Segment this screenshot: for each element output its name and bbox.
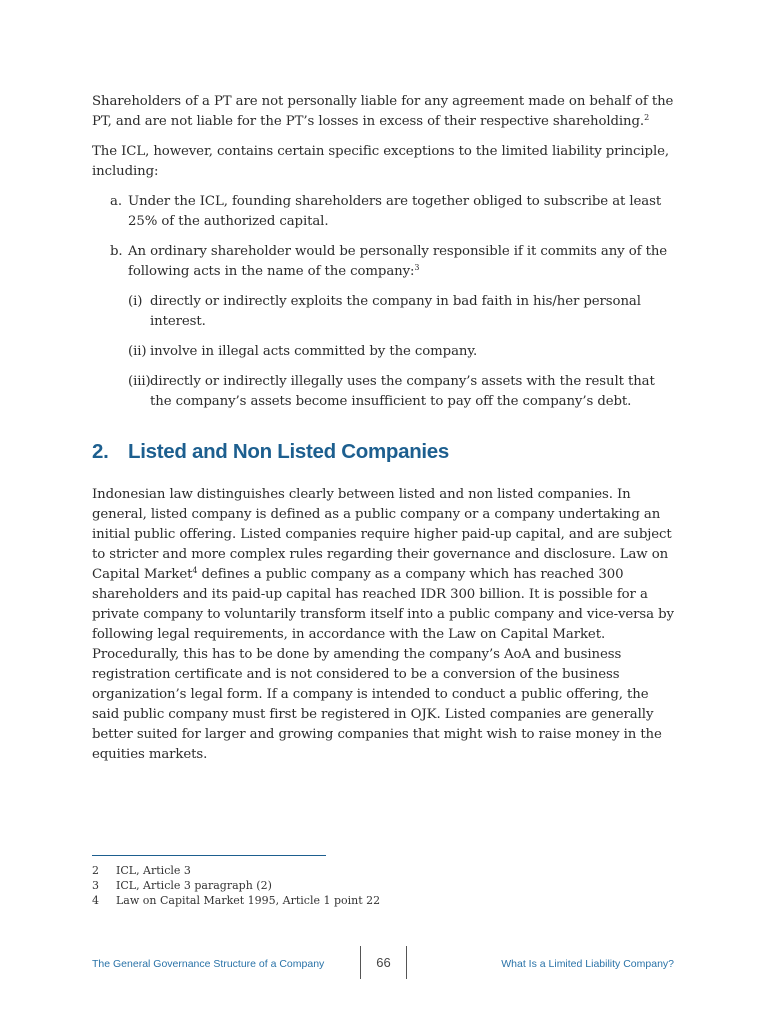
page-number-box xyxy=(360,946,407,979)
list-item xyxy=(92,192,676,232)
footnote xyxy=(92,893,380,908)
intro-text-1: Shareholders of a PT are not personally liable for any agreement made on behalf of the PT, and are not liable for the PT’s losses in excess of their respective shareholding. xyxy=(92,94,674,129)
footnote-divider xyxy=(92,855,326,856)
section-body-text-a: Indonesian law distinguishes clearly between listed and non listed companies. In general, listed company is defined as a public company or a company undertaking an initial public offering. Listed companies require higher paid-up capital, and are subject to stricter and more complex rules regarding their governance and disclosure. Law on Capital Market xyxy=(92,487,672,582)
list-item-text: Under the ICL, founding shareholders are together obliged to subscribe at least 25% of the authorized capital. xyxy=(128,194,662,229)
section-body xyxy=(92,485,676,765)
list-item-text: An ordinary shareholder would be personally responsible if it commits any of the following acts in the name of the company: xyxy=(128,244,668,279)
footnote-ref[interactable]: 3 xyxy=(414,263,420,272)
footnote-ref[interactable]: 4 xyxy=(192,566,198,575)
list-item xyxy=(92,242,676,282)
sub-list-marker: (iii) xyxy=(128,374,151,389)
sub-list-item xyxy=(92,292,676,332)
footer-chapter-title: The General Governance Structure of a Company xyxy=(92,958,325,970)
section-title: Listed and Non Listed Companies xyxy=(128,440,450,463)
sub-list-marker: (ii) xyxy=(128,344,147,359)
list-marker: a. xyxy=(110,194,122,209)
footnote xyxy=(92,878,380,893)
footnote xyxy=(92,863,380,878)
section-heading xyxy=(92,440,676,464)
footer-section-title: What Is a Limited Liability Company? xyxy=(501,958,674,970)
footnote-number: 2 xyxy=(92,864,99,877)
sub-list-item-text: directly or indirectly illegally uses the company’s assets with the result that the company’s assets become insufficient to pay off the company’s debt. xyxy=(150,374,655,409)
sub-list-item-text: involve in illegal acts committed by the company. xyxy=(150,344,478,359)
footnote-ref[interactable]: 2 xyxy=(644,113,650,122)
footnote-number: 3 xyxy=(92,879,99,892)
footnote-text: ICL, Article 3 xyxy=(116,864,191,877)
sub-list-item xyxy=(92,342,676,362)
sub-list-item-text: directly or indirectly exploits the company in bad faith in his/her personal interest. xyxy=(150,294,641,329)
intro-paragraph-1 xyxy=(92,92,676,132)
footnote-number: 4 xyxy=(92,894,99,907)
sub-list-marker: (i) xyxy=(128,294,143,309)
page-number: 66 xyxy=(376,955,391,970)
section-body-text-b: defines a public company as a company which has reached 300 shareholders and its paid-up capital has reached IDR 300 billion. It is possible for a private company to voluntarily transform itself into a public company and vice-versa by following legal requirements, in accordance with the Law on Capital Market. Procedurally, this has to be done by amending the company’s AoA and business registration certificate and is not considered to be a conversion of the business organization’s legal form. If a company is intended to conduct a public offering, the said public company must first be registered in OJK. Listed companies are generally better suited for larger and growing companies that might wish to raise money in the equities markets. xyxy=(92,567,674,762)
intro-paragraph-2: The ICL, however, contains certain specific exceptions to the limited liability principle, including: xyxy=(92,144,670,179)
footnote-text: ICL, Article 3 paragraph (2) xyxy=(116,879,272,892)
footnotes xyxy=(92,863,380,908)
footnote-text: Law on Capital Market 1995, Article 1 point 22 xyxy=(116,894,381,907)
sub-list-item xyxy=(92,372,676,412)
section-number: 2. xyxy=(92,440,109,463)
list-marker: b. xyxy=(110,244,123,259)
main-content xyxy=(92,92,676,765)
